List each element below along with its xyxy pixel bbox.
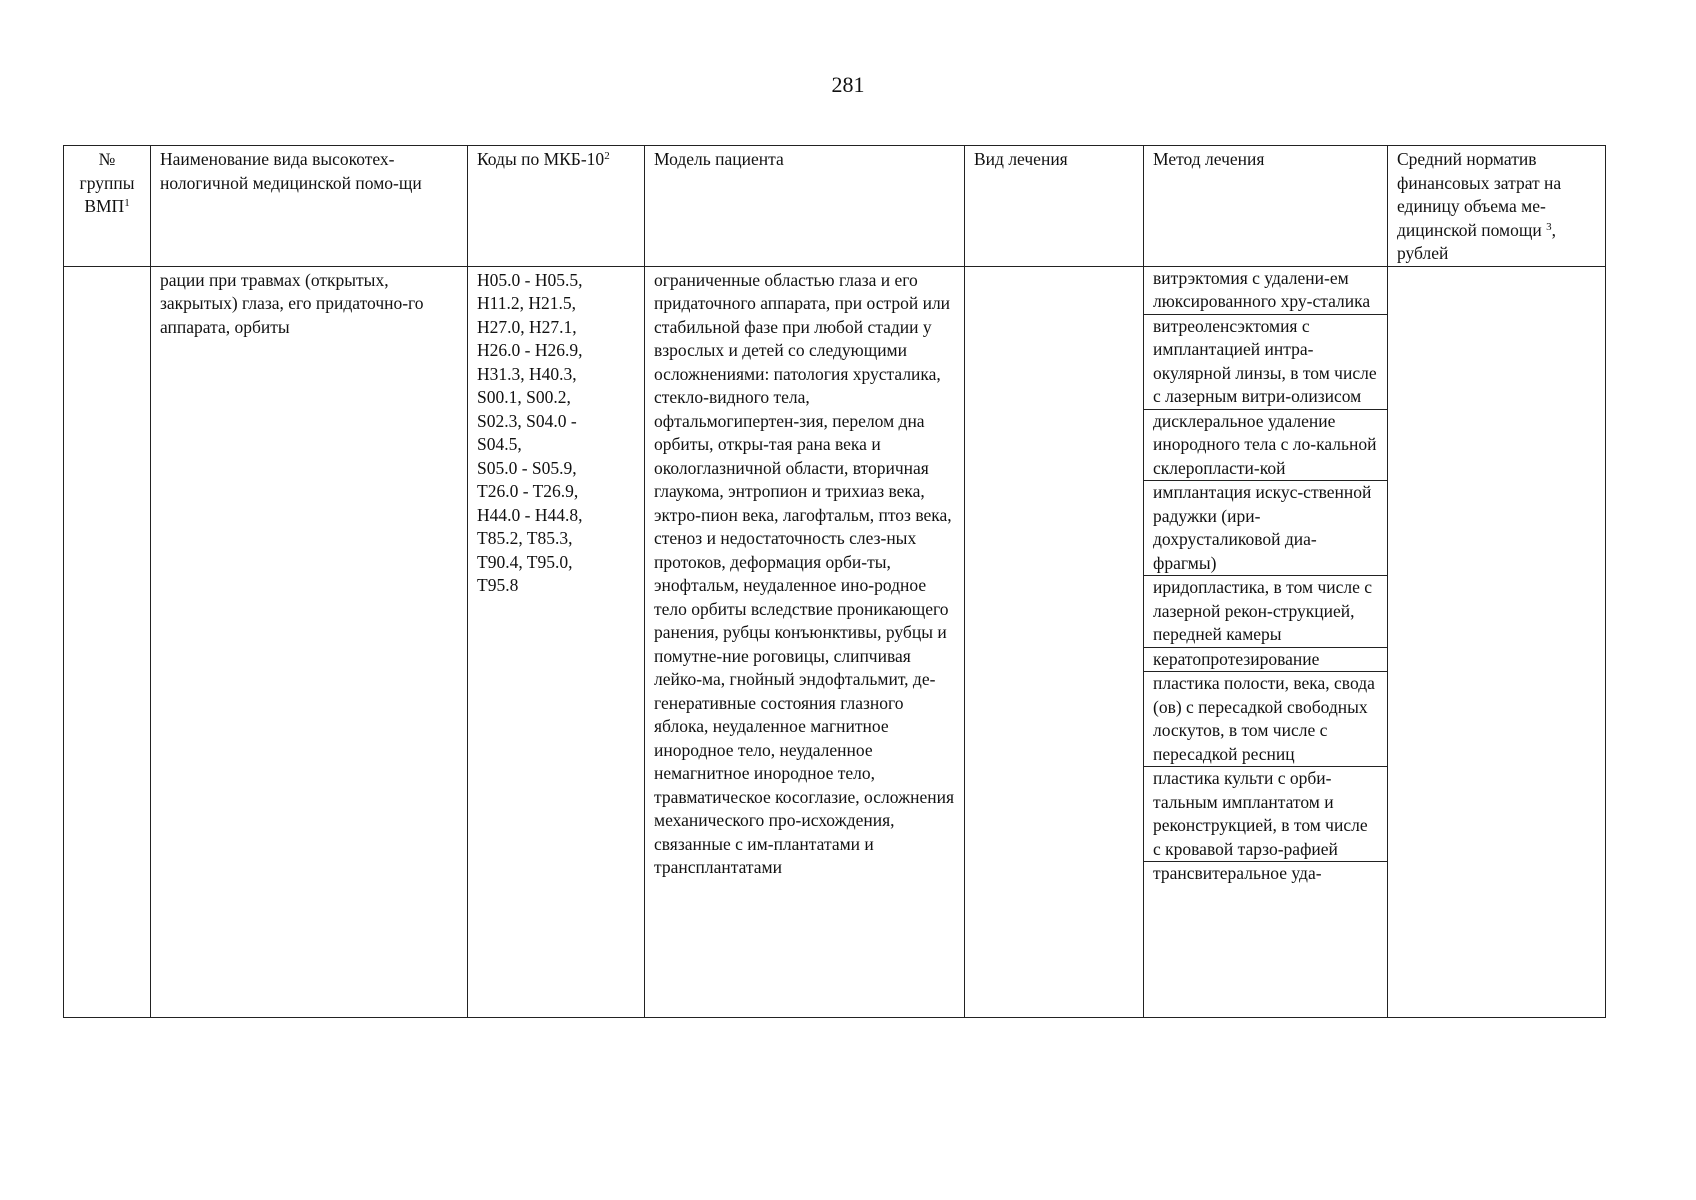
header-icd-codes-text: Коды по МКБ-10 bbox=[477, 149, 605, 169]
header-treatment-type bbox=[965, 146, 1144, 267]
method-item: трансвитеральное уда- bbox=[1153, 863, 1322, 883]
page-number: 281 bbox=[831, 72, 865, 97]
cell-average-cost bbox=[1388, 266, 1606, 1018]
icd-code-line: T85.2, T85.3, bbox=[477, 528, 573, 548]
cell-treatment-methods bbox=[1144, 266, 1388, 1018]
cell-icd-codes bbox=[468, 266, 645, 1018]
cell-care-type-name: рации при травмах (открытых, закрытых) глаза, его придаточно-го аппарата, орбиты bbox=[151, 266, 468, 1018]
icd-code-line: H11.2, H21.5, bbox=[477, 293, 577, 313]
header-care-type-name-text: Наименование вида высокотех-нологичной медицинской помо-щи bbox=[160, 149, 422, 193]
icd-code-line: H27.0, H27.1, bbox=[477, 316, 577, 337]
method-item: имплантация искус-ственной радужки (ири-дохрусталиковой диа-фрагмы) bbox=[1144, 481, 1387, 576]
method-item: пластика культи с орби-тальным имплантатом и реконструкцией, в том числе с кровавой тарзо-рафией bbox=[1144, 767, 1387, 862]
icd-code-line: S00.1, S00.2, bbox=[477, 387, 571, 407]
footnote-3: 3 bbox=[1546, 220, 1552, 233]
header-treatment-type-text: Вид лечения bbox=[974, 149, 1068, 169]
header-patient-model-text: Модель пациента bbox=[654, 149, 784, 169]
header-group-number bbox=[64, 146, 151, 267]
vmp-table bbox=[63, 145, 1606, 1018]
footnote-1: 1 bbox=[124, 197, 130, 209]
header-treatment-method-text: Метод лечения bbox=[1153, 149, 1265, 169]
footnote-2: 2 bbox=[604, 150, 610, 162]
icd-code-line: S02.3, S04.0 - bbox=[477, 410, 577, 431]
icd-code-line: H05.0 - H05.5, bbox=[477, 269, 583, 290]
icd-code-line: S05.0 - S05.9, bbox=[477, 457, 577, 478]
cell-patient-model: ограниченные областью глаза и его придаточного аппарата, при острой или стабильной фазе при любой стадии у взрослых и детей со следующими осложнениями: патология хрусталика, стекло-видного тела, офтальмогипертен-зия, перелом дна орбиты, откры-тая рана века и окологлазничной области, вторичная глаукома, энтропион и трихиаз века, эктро-пион века, лагофтальм, птоз века, стеноз и недостаточность слез-ных протоков, деформация орби-ты, энофтальм, неудаленное ино-родное тело орбиты вследствие проникающего ранения, рубцы конъюнктивы, рубцы и помутне-ние роговицы, слипчивая лейко-ма, гнойный эндофтальмит, де-генеративные состояния глазного яблока, неудаленное магнитное инородное тело, неудаленное немагнитное инородное тело, травматическое косоглазие, осложнения механического про-исхождения, связанные с им-плантатами и трансплантатами bbox=[645, 266, 965, 1018]
icd-code-line: H31.3, H40.3, bbox=[477, 363, 577, 384]
header-average-cost-text: Средний норматив финансовых затрат на единицу объема ме-дицинской помощи bbox=[1397, 149, 1562, 240]
header-icd-codes bbox=[468, 146, 645, 267]
header-treatment-method bbox=[1144, 146, 1388, 267]
method-item: кератопротезирование bbox=[1144, 648, 1387, 673]
header-patient-model bbox=[645, 146, 965, 267]
table-row bbox=[64, 266, 1606, 1018]
header-average-cost bbox=[1388, 146, 1606, 267]
method-item: пластика полости, века, свода (ов) с пересадкой свободных лоскутов, в том числе с пересадкой ресниц bbox=[1144, 672, 1387, 767]
icd-code-line: H44.0 - H44.8, bbox=[477, 504, 583, 525]
cell-group-number bbox=[64, 266, 151, 1018]
icd-codes-list bbox=[477, 269, 635, 598]
icd-code-line: T26.0 - T26.9, bbox=[477, 481, 579, 501]
method-item: иридопластика, в том числе с лазерной рекон-струкцией, передней камеры bbox=[1144, 576, 1387, 648]
icd-code-line: T95.8 bbox=[477, 575, 519, 595]
icd-code-line: H26.0 - H26.9, bbox=[477, 340, 583, 360]
cell-treatment-type bbox=[965, 266, 1144, 1018]
header-care-type-name bbox=[151, 146, 468, 267]
icd-code-line: T90.4, T95.0, bbox=[477, 551, 573, 572]
icd-code-line: S04.5, bbox=[477, 434, 522, 454]
header-average-cost-unit: , рублей bbox=[1397, 219, 1556, 263]
header-group-number-text: № группы ВМП bbox=[79, 149, 135, 216]
method-item: витрэктомия с удалени-ем люксированного хру-сталика bbox=[1144, 267, 1387, 315]
table-header-row bbox=[64, 146, 1606, 267]
method-item: дисклеральное удаление инородного тела с ло-кальной склеропласти-кой bbox=[1144, 410, 1387, 482]
method-item: витреоленсэктомия с имплантацией интра-окулярной линзы, в том числе с лазерным витри-олизисом bbox=[1144, 315, 1387, 410]
